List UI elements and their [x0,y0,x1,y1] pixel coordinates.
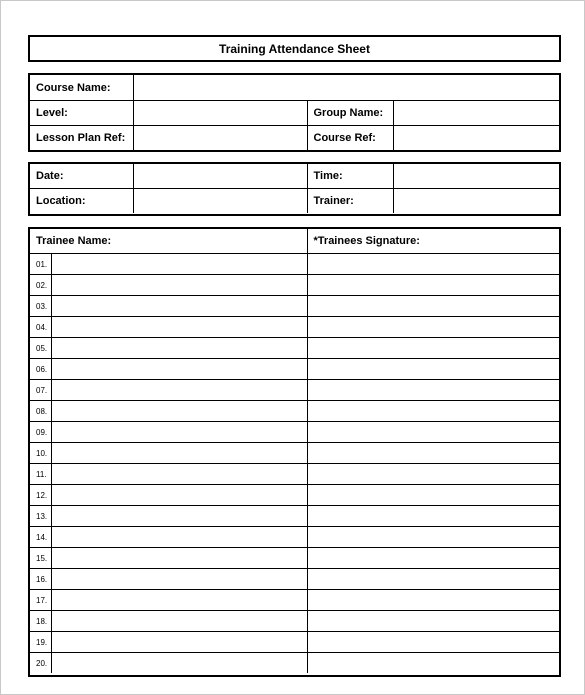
trainee-row [30,338,559,359]
row-number: 19. [30,632,51,653]
trainee-row [30,590,559,611]
trainer-label: Trainer: [307,189,393,214]
trainee-name-field[interactable] [51,401,307,422]
trainee-row [30,443,559,464]
course-info-section [28,73,561,152]
trainee-row [30,401,559,422]
trainee-signature-field[interactable] [307,653,559,674]
trainee-signature-field[interactable] [307,611,559,632]
trainee-row [30,422,559,443]
trainee-name-field[interactable] [51,275,307,296]
trainee-name-field[interactable] [51,380,307,401]
trainee-row [30,485,559,506]
trainee-name-field[interactable] [51,317,307,338]
trainee-row [30,653,559,674]
trainee-row [30,506,559,527]
trainee-signature-field[interactable] [307,527,559,548]
sheet-title [28,35,561,62]
row-number: 14. [30,527,51,548]
trainee-name-field[interactable] [51,464,307,485]
trainee-signature-field[interactable] [307,485,559,506]
trainee-signature-field[interactable] [307,443,559,464]
trainee-name-header: Trainee Name: [30,229,307,254]
trainee-name-field[interactable] [51,548,307,569]
trainee-row [30,317,559,338]
trainee-signature-field[interactable] [307,569,559,590]
trainee-name-field[interactable] [51,443,307,464]
trainee-signature-field[interactable] [307,275,559,296]
row-number: 08. [30,401,51,422]
trainee-table [30,229,559,673]
trainee-name-field[interactable] [51,422,307,443]
trainee-name-field[interactable] [51,296,307,317]
level-label: Level: [30,101,133,126]
trainee-name-field[interactable] [51,632,307,653]
trainee-name-field[interactable] [51,590,307,611]
row-number: 20. [30,653,51,674]
level-field[interactable] [133,101,307,126]
row-number: 07. [30,380,51,401]
row-number: 15. [30,548,51,569]
trainee-signature-field[interactable] [307,338,559,359]
trainee-signature-field[interactable] [307,464,559,485]
row-number: 03. [30,296,51,317]
group-name-field[interactable] [393,101,559,126]
date-field[interactable] [133,164,307,189]
trainee-name-field[interactable] [51,569,307,590]
trainee-signature-field[interactable] [307,359,559,380]
trainee-row [30,296,559,317]
row-number: 09. [30,422,51,443]
sheet-title-text: Training Attendance Sheet [219,41,370,56]
group-name-label: Group Name: [307,101,393,126]
trainee-signature-field[interactable] [307,254,559,275]
time-field[interactable] [393,164,559,189]
trainee-signature-field[interactable] [307,380,559,401]
row-number: 17. [30,590,51,611]
trainee-signature-field[interactable] [307,590,559,611]
trainee-signature-header: *Trainees Signature: [307,229,559,254]
row-number: 02. [30,275,51,296]
course-name-label: Course Name: [30,75,133,101]
trainee-name-field[interactable] [51,485,307,506]
trainee-row [30,611,559,632]
trainee-signature-field[interactable] [307,506,559,527]
row-number: 13. [30,506,51,527]
row-number: 01. [30,254,51,275]
time-label: Time: [307,164,393,189]
course-name-field[interactable] [133,75,559,101]
trainee-name-field[interactable] [51,653,307,674]
trainer-field[interactable] [393,189,559,214]
location-field[interactable] [133,189,307,214]
trainee-signature-field[interactable] [307,632,559,653]
trainee-row [30,548,559,569]
trainee-row [30,569,559,590]
location-label: Location: [30,189,133,214]
row-number: 12. [30,485,51,506]
trainee-name-field[interactable] [51,611,307,632]
session-info-section [28,162,561,216]
trainee-row [30,359,559,380]
lesson-plan-ref-label: Lesson Plan Ref: [30,126,133,151]
course-info-table [30,75,559,150]
row-number: 16. [30,569,51,590]
trainee-signature-field[interactable] [307,422,559,443]
lesson-plan-ref-field[interactable] [133,126,307,151]
session-info-table [30,164,559,213]
trainee-row [30,527,559,548]
trainee-signature-field[interactable] [307,317,559,338]
trainee-signature-field[interactable] [307,401,559,422]
trainee-list-section [28,227,561,677]
trainee-name-field[interactable] [51,506,307,527]
trainee-signature-field[interactable] [307,548,559,569]
row-number: 04. [30,317,51,338]
trainee-name-field[interactable] [51,527,307,548]
trainee-row [30,275,559,296]
course-ref-field[interactable] [393,126,559,151]
trainee-name-field[interactable] [51,254,307,275]
trainee-name-field[interactable] [51,359,307,380]
trainee-row [30,254,559,275]
trainee-name-field[interactable] [51,338,307,359]
row-number: 18. [30,611,51,632]
row-number: 11. [30,464,51,485]
row-number: 05. [30,338,51,359]
trainee-row [30,464,559,485]
trainee-row [30,632,559,653]
row-number: 06. [30,359,51,380]
date-label: Date: [30,164,133,189]
trainee-row [30,380,559,401]
row-number: 10. [30,443,51,464]
course-ref-label: Course Ref: [307,126,393,151]
trainee-signature-field[interactable] [307,296,559,317]
